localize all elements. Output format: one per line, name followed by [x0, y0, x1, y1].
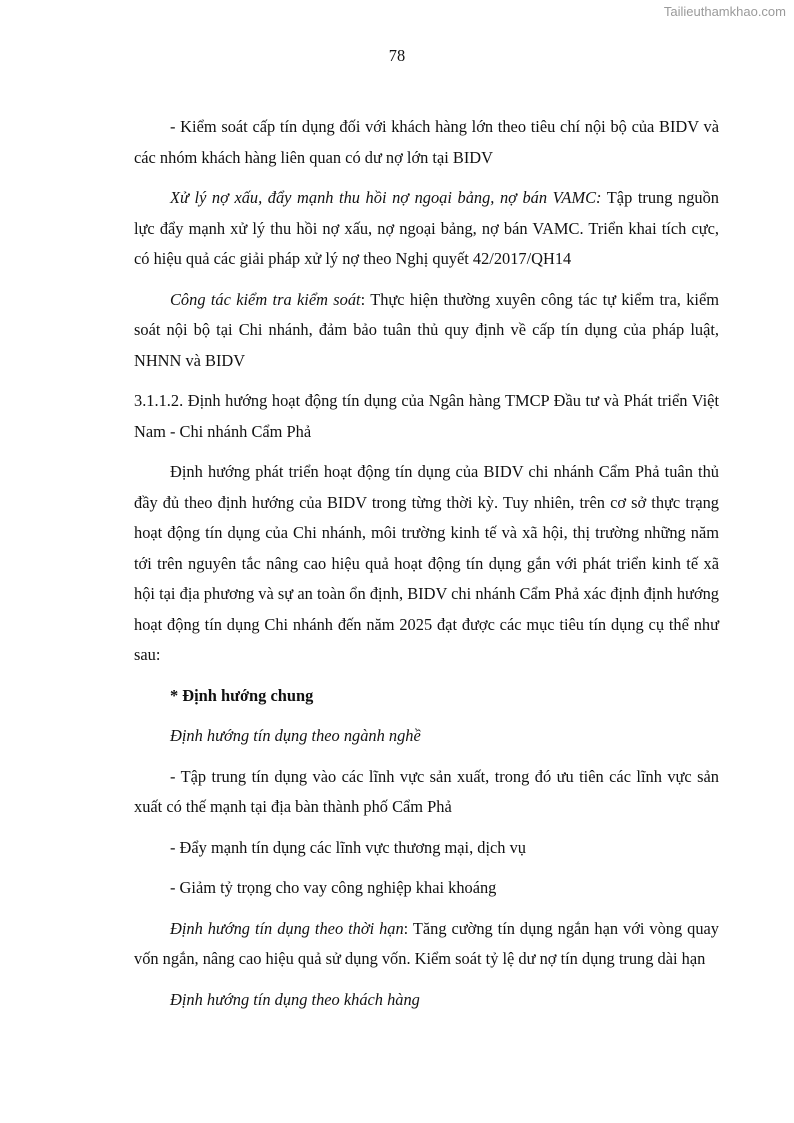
paragraph-trade-services: - Đẩy mạnh tín dụng các lĩnh vực thương mại, dịch vụ — [170, 837, 526, 857]
paragraph-bad-debt — [134, 183, 719, 275]
subheading-customer: Định hướng tín dụng theo khách hàng — [170, 989, 420, 1009]
page-number: 78 — [388, 46, 406, 65]
document-body — [134, 112, 719, 1025]
bad-debt-label: Xử lý nợ xấu, đẩy mạnh thu hồi nợ ngoại bảng, nợ bán VAMC: — [170, 188, 602, 207]
bad-debt-text: Tập trung nguồn lực đẩy mạnh xử lý thu hồi nợ xấu, nợ ngoại bảng, nợ bán VAMC. Triển khai tích cực, có hiệu quả các giải pháp xử lý nợ theo Nghị quyết 42/2017/QH14 — [134, 188, 719, 268]
subheading-industry: Định hướng tín dụng theo ngành nghề — [170, 726, 421, 745]
section-heading-3-1-1-2: 3.1.1.2. Định hướng hoạt động tín dụng của Ngân hàng TMCP Đầu tư và Phát triển Việt Nam - Chi nhánh Cẩm Phả — [134, 391, 719, 441]
term-text: : Tăng cường tín dụng ngắn hạn với vòng quay vốn ngắn, nâng cao hiệu quả sử dụng vốn. Kiểm soát tỷ lệ dư nợ tín dụng trung dài hạn — [134, 918, 719, 968]
paragraph-orientation-intro: Định hướng phát triển hoạt động tín dụng của BIDV chi nhánh Cẩm Phả tuân thủ đầy đủ theo định hướng của BIDV trong từng thời kỳ. Tuy nhiên, trên cơ sở thực trạng hoạt động tín dụng của Chi nhánh, môi trường kinh tế và xã hội, thị trường những năm tới trên nguyên tắc nâng cao hiệu quả hoạt động tín dụng gắn với phát triển kinh tế xã hội tại địa phương và sự an toàn ổn định, BIDV chi nhánh Cẩm Phả xác định định hướng hoạt động tín dụng Chi nhánh đến năm 2025 đạt được các mục tiêu tín dụng cụ thể như sau: — [134, 462, 719, 664]
paragraph-large-customer-control: - Kiểm soát cấp tín dụng đối với khách hàng lớn theo tiêu chí nội bộ của BIDV và các nhóm khách hàng liên quan có dư nợ lớn tại BIDV — [134, 117, 719, 167]
heading-general-orientation: * Định hướng chung — [170, 685, 314, 705]
inspection-label: Công tác kiểm tra kiểm soát — [170, 289, 361, 309]
paragraph-production-focus: - Tập trung tín dụng vào các lĩnh vực sản xuất, trong đó ưu tiên các lĩnh vực sản xuất có thế mạnh tại địa bàn thành phố Cẩm Phả — [134, 766, 719, 816]
watermark: Tailieuthamkhao.com — [663, 4, 786, 19]
term-label: Định hướng tín dụng theo thời hạn — [170, 918, 404, 938]
paragraph-mining-reduction: - Giảm tỷ trọng cho vay công nghiệp khai khoáng — [170, 878, 497, 897]
paragraph-inspection — [134, 285, 719, 377]
inspection-text: : Thực hiện thường xuyên công tác tự kiểm tra, kiểm soát nội bộ tại Chi nhánh, đảm bảo tuân thủ quy định về cấp tín dụng của pháp luật, NHNN và BIDV — [134, 289, 719, 370]
paragraph-term-orientation — [134, 914, 719, 975]
